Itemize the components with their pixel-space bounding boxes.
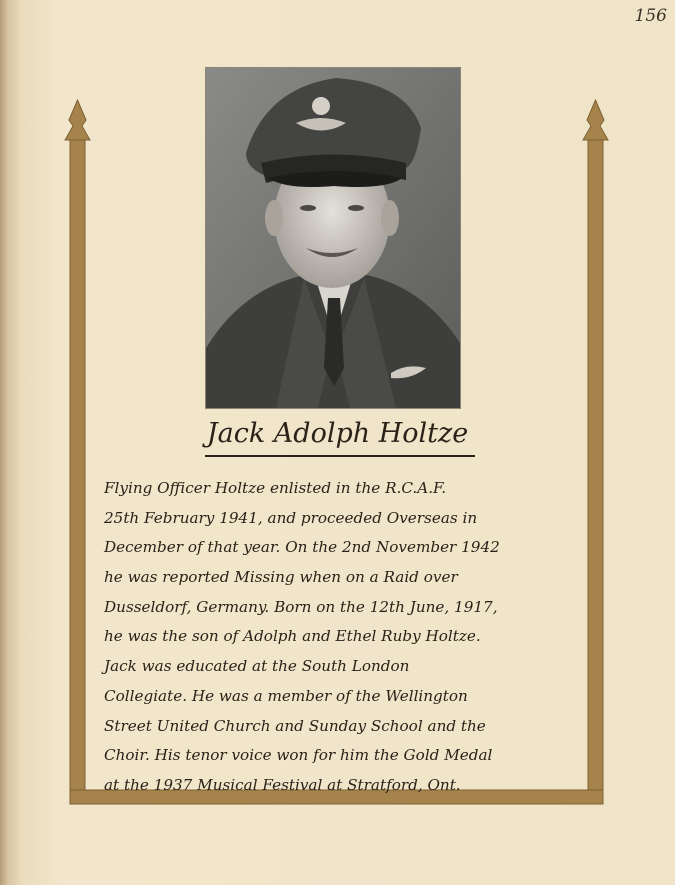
bio-line: Jack was educated at the South London [104, 657, 410, 676]
bio-line: he was the son of Adolph and Ethel Ruby Holtze. [104, 627, 481, 646]
bio-line: at the 1937 Musical Festival at Stratford, Ont. [104, 775, 461, 794]
bio-line: Dusseldorf, Germany. Born on the 12th June, 1917, [104, 597, 498, 616]
memorial-name: Jack Adolph Holtze [206, 418, 469, 449]
bio-line: he was reported Missing when on a Raid over [104, 568, 458, 587]
bio-line: December of that year. On the 2nd November 1942 [104, 538, 500, 557]
name-underline [205, 455, 475, 457]
page-number: 156 [634, 6, 667, 26]
right-border-bar [588, 138, 603, 804]
bio-line: Street United Church and Sunday School and the [104, 716, 486, 735]
bio-line: Choir. His tenor voice won for him the Gold Medal [104, 746, 493, 765]
bio-line: Collegiate. He was a member of the Wellington [104, 686, 468, 705]
left-border-bar [70, 138, 85, 804]
bio-line: 25th February 1941, and proceeded Overseas in [104, 508, 478, 527]
portrait-photo [206, 68, 460, 408]
right-finial-icon [583, 100, 608, 140]
memorial-biography [104, 474, 574, 801]
left-finial-icon [65, 100, 90, 140]
bio-line: Flying Officer Holtze enlisted in the R.C.A.F. [104, 479, 447, 497]
